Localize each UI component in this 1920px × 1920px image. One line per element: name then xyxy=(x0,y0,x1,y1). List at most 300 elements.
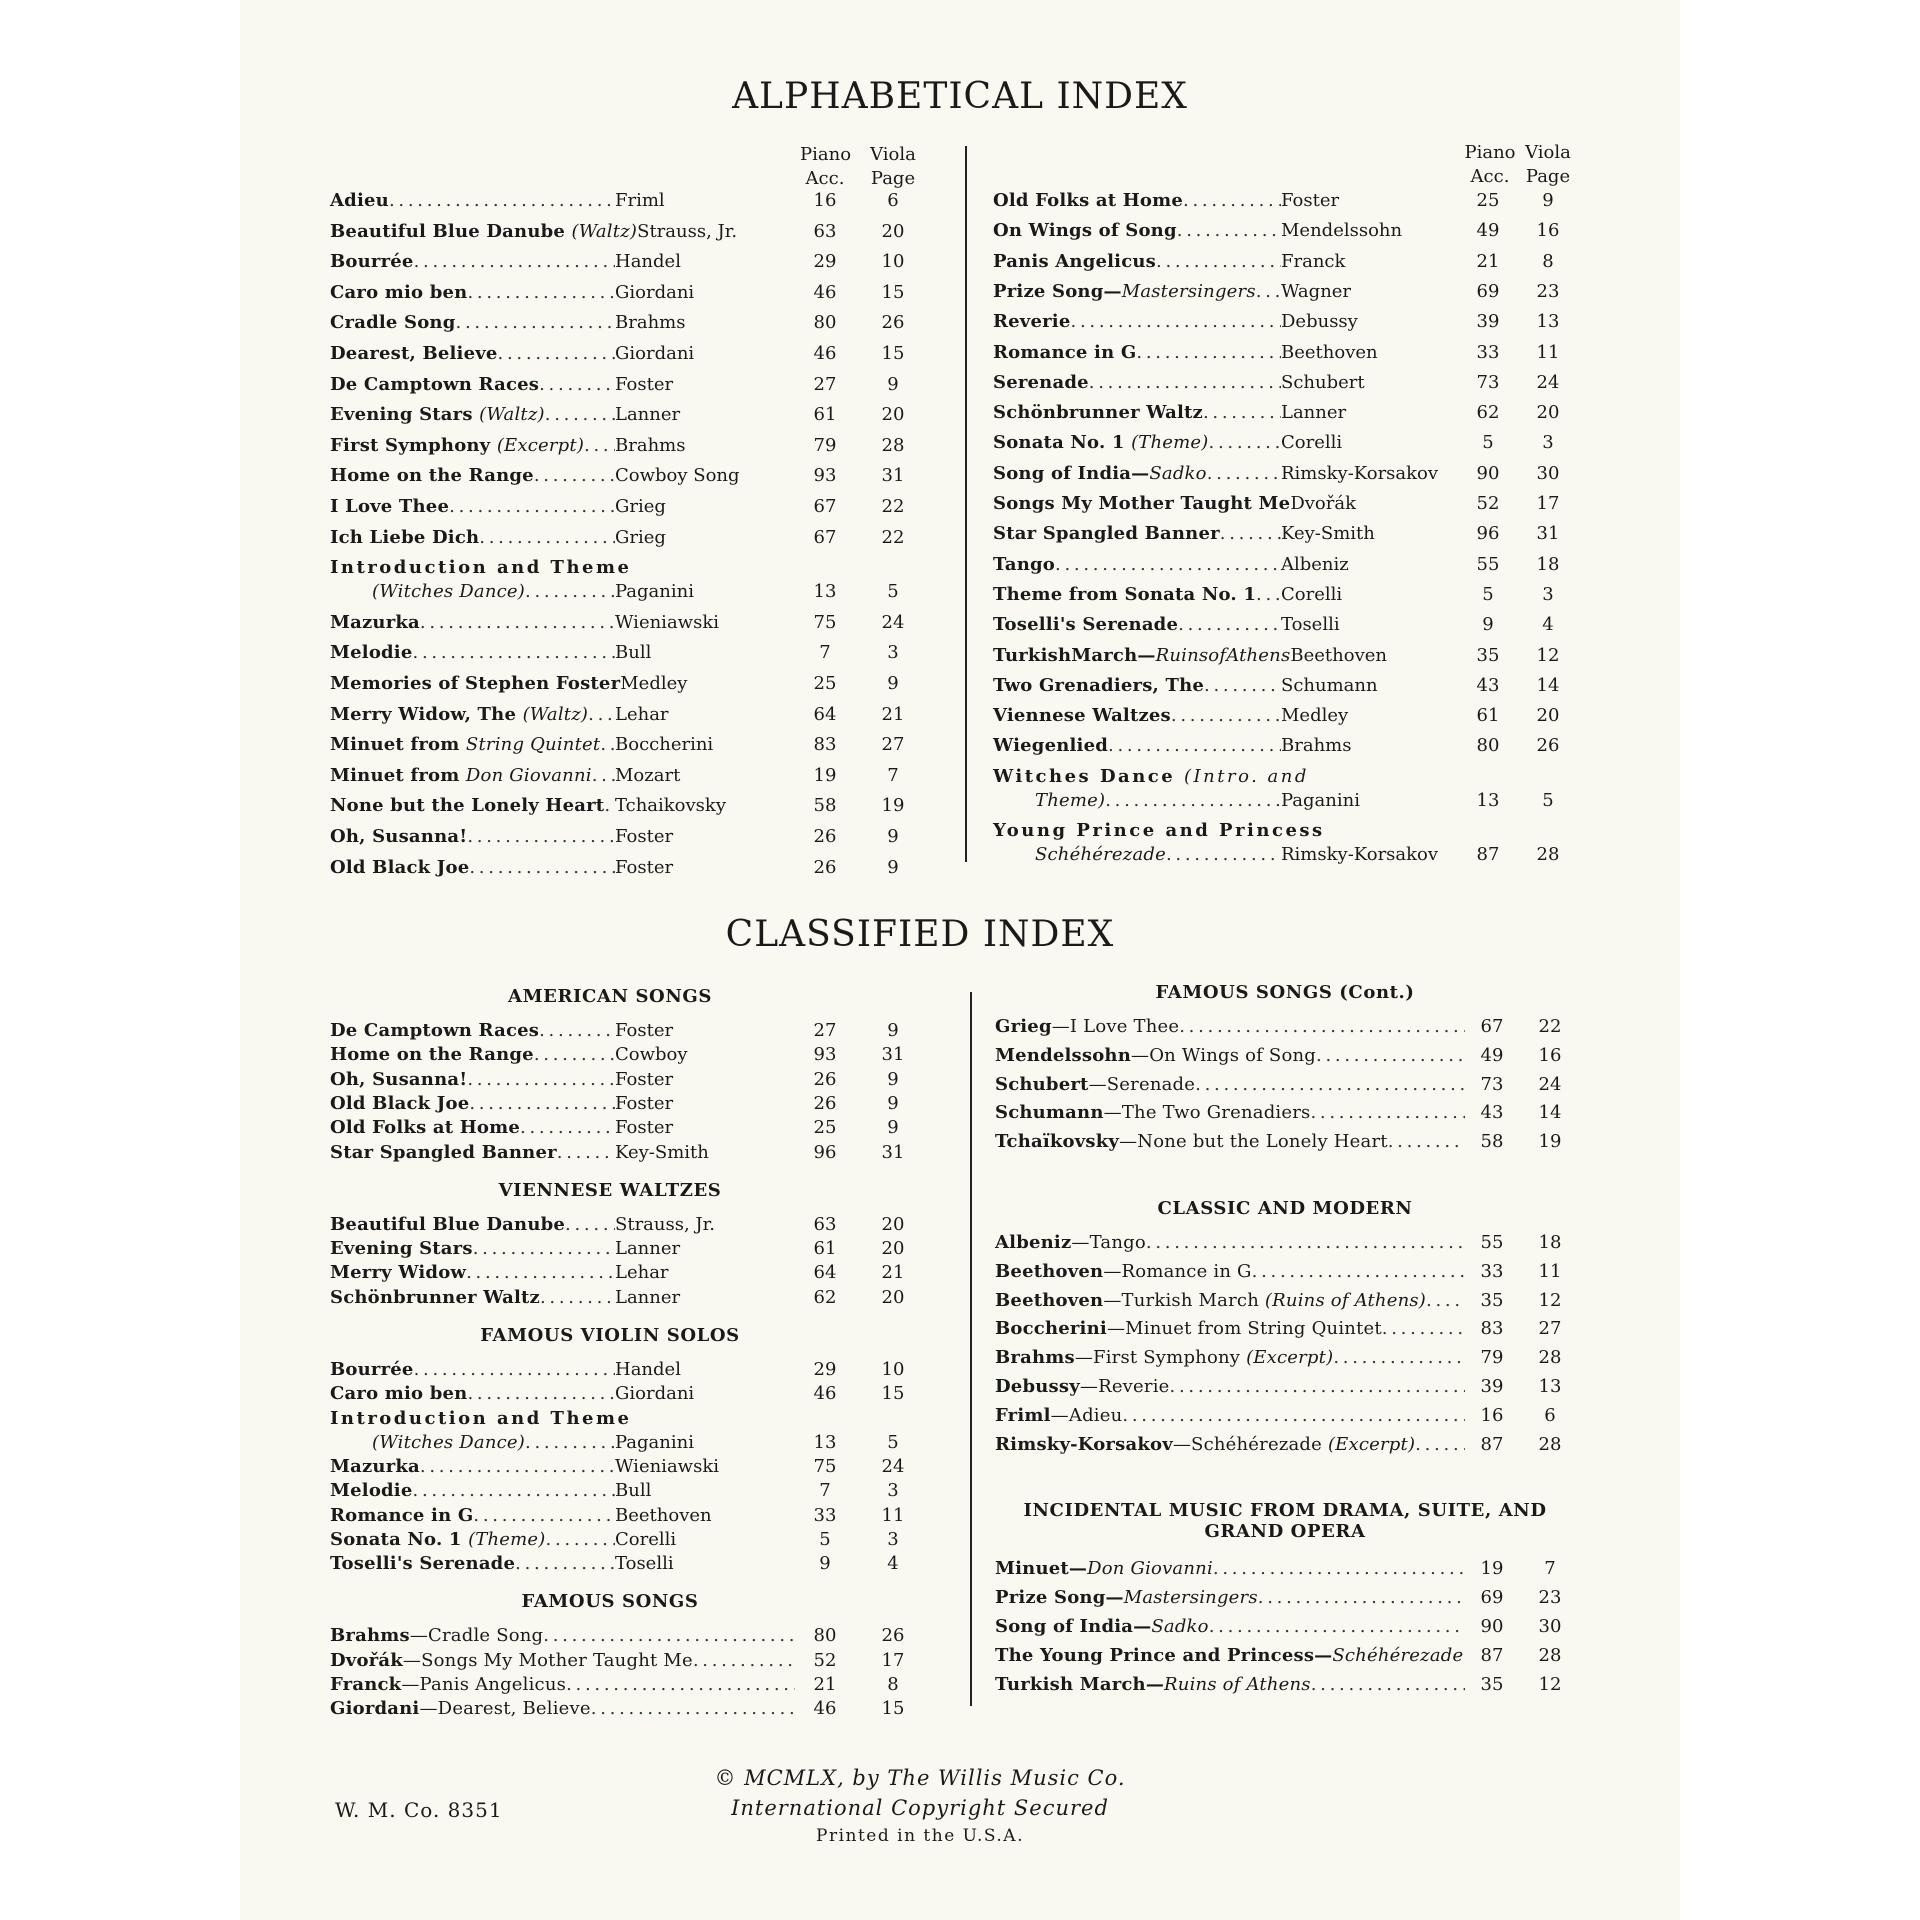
index-entry xyxy=(330,1456,795,1477)
entry-title: Witches Dance xyxy=(993,765,1184,787)
viola-page: 21 xyxy=(881,1262,905,1284)
section-heading: VIENNESE WALTZES xyxy=(498,1179,722,1201)
entry-title-italic: Don Giovanni xyxy=(465,764,592,786)
viola-page: 15 xyxy=(881,343,905,364)
viola-page: 23 xyxy=(1536,280,1560,302)
entry-title-group xyxy=(330,1505,473,1526)
piano-acc-page: 67 xyxy=(1480,1016,1504,1037)
entry-composer: Bull xyxy=(615,642,652,664)
viola-page: 3 xyxy=(887,642,899,664)
entry-title-group xyxy=(330,1117,520,1138)
piano-acc-page: 46 xyxy=(813,1383,837,1405)
entry-title: Caro mio ben xyxy=(330,1383,468,1405)
leader-dots xyxy=(565,1214,615,1235)
viola-header-right: Viola xyxy=(1525,142,1571,163)
viola-page: 4 xyxy=(1542,614,1554,636)
leader-dots xyxy=(584,435,615,456)
entry-rest: —First Symphony xyxy=(1074,1347,1247,1369)
entry-title-line1 xyxy=(330,1408,632,1429)
entry-title-italic: String Quintet xyxy=(465,734,601,756)
leader-dots xyxy=(1209,1616,1465,1637)
leader-dots xyxy=(600,734,615,755)
entry-composer: Brahms xyxy=(615,312,686,334)
piano-acc-page: 52 xyxy=(1476,493,1500,514)
entry-composer: Corelli xyxy=(1281,432,1343,454)
index-entry xyxy=(993,493,1461,514)
entry-title-group xyxy=(330,1529,546,1550)
piano-acc-page: 52 xyxy=(813,1649,837,1671)
piano-acc-page: 19 xyxy=(1480,1558,1504,1580)
leader-dots xyxy=(515,1553,615,1574)
viola-page: 24 xyxy=(1536,371,1560,393)
column-divider xyxy=(965,146,967,862)
leader-dots xyxy=(539,1020,615,1041)
leader-dots xyxy=(534,465,615,486)
viola-page: 5 xyxy=(1542,789,1554,811)
leader-dots xyxy=(1089,372,1281,393)
viola-page: 13 xyxy=(1538,1376,1562,1397)
piano-acc-page: 87 xyxy=(1476,844,1500,865)
entry-title-group xyxy=(330,527,479,548)
index-entry xyxy=(330,795,795,816)
entry-composer: Rimsky-Korsakov xyxy=(1281,844,1439,865)
leader-dots xyxy=(566,1674,795,1695)
entry-title-group xyxy=(995,1016,1179,1037)
index-entry xyxy=(995,1674,1465,1695)
leader-dots xyxy=(1204,675,1281,696)
piano-acc-page: 16 xyxy=(1480,1404,1504,1426)
index-entry xyxy=(330,673,795,694)
entry-title: Beautiful Blue Danube xyxy=(330,1213,566,1235)
entry-title-group xyxy=(330,1238,473,1259)
entry-composer: Giordani xyxy=(615,281,695,303)
entry-rest: —Serenade xyxy=(1088,1073,1196,1095)
entry-composer: Toselli xyxy=(615,1553,674,1575)
viola-page: 26 xyxy=(881,312,905,334)
viola-page: 15 xyxy=(881,1698,905,1720)
viola-page: 3 xyxy=(887,1528,899,1550)
index-entry xyxy=(995,1232,1465,1253)
leader-dots xyxy=(1136,342,1281,363)
leader-dots xyxy=(1105,790,1281,811)
leader-dots xyxy=(539,374,615,395)
entry-title: De Camptown Races xyxy=(330,373,540,395)
entry-title-group xyxy=(330,1093,469,1114)
entry-title-italic: (Waltz) xyxy=(571,220,638,242)
viola-page: 13 xyxy=(1536,311,1560,333)
entry-title: Two Grenadiers, The xyxy=(993,674,1205,696)
entry-title-italic: Sadko xyxy=(1149,462,1207,484)
entry-title-group xyxy=(330,765,592,786)
entry-title-group xyxy=(993,342,1136,363)
index-entry xyxy=(330,1480,795,1501)
entry-composer: Brahms xyxy=(1281,735,1352,757)
index-entry xyxy=(995,1045,1465,1066)
entry-title-group xyxy=(330,1262,466,1283)
viola-page: 30 xyxy=(1536,462,1560,484)
entry-composer: Handel xyxy=(615,251,681,273)
index-entry xyxy=(330,1359,795,1380)
piano-acc-page: 5 xyxy=(819,1528,831,1550)
entry-title-group xyxy=(995,1558,1213,1579)
piano-acc-page: 25 xyxy=(813,673,837,694)
entry-rest: —Schéhérezade xyxy=(1172,1433,1328,1455)
viola-page: 9 xyxy=(887,826,899,847)
entry-composer: Lanner xyxy=(615,1238,681,1260)
leader-dots xyxy=(473,1238,615,1259)
index-entry xyxy=(330,826,795,847)
index-entry xyxy=(995,1074,1465,1095)
leader-dots xyxy=(1252,1261,1465,1282)
section-heading: CLASSIC AND MODERN xyxy=(1157,1198,1413,1219)
viola-page: 12 xyxy=(1538,1673,1562,1695)
leader-dots xyxy=(469,857,615,878)
entry-title-group xyxy=(330,221,637,242)
entry-title: None but the Lonely Heart xyxy=(330,795,605,817)
leader-dots xyxy=(1256,584,1281,605)
piano-acc-page: 26 xyxy=(813,1068,837,1090)
viola-page: 10 xyxy=(881,1359,905,1380)
viola-page: 20 xyxy=(881,1286,905,1308)
piano-acc-page: 49 xyxy=(1480,1044,1504,1066)
piano-header-right: Piano xyxy=(1464,142,1516,163)
entry-composer: Medley xyxy=(620,673,688,694)
entry-title: Rimsky-Korsakov xyxy=(995,1433,1173,1455)
entry-title: Dearest, Believe xyxy=(330,343,498,364)
viola-page: 7 xyxy=(1544,1558,1556,1580)
leader-dots xyxy=(525,1432,615,1453)
piano-acc-page: 90 xyxy=(1480,1616,1504,1637)
piano-acc-page: 13 xyxy=(813,581,837,603)
piano-acc-page: 73 xyxy=(1476,371,1500,393)
entry-title-group xyxy=(993,844,1166,865)
entry-title-italic: (Excerpt) xyxy=(496,434,585,456)
piano-acc-page: 21 xyxy=(813,1674,837,1695)
piano-acc-page: 13 xyxy=(813,1431,837,1453)
entry-title: Boccherini xyxy=(995,1318,1107,1340)
entry-title-group xyxy=(330,1069,467,1090)
entry-title: Franck xyxy=(330,1674,402,1695)
viola-page: 16 xyxy=(1536,220,1560,242)
leader-dots xyxy=(1316,1045,1465,1066)
viola-header: Viola xyxy=(870,144,916,165)
index-entry xyxy=(330,496,795,517)
entry-title: Debussy xyxy=(995,1376,1080,1397)
entry-composer: Cowboy xyxy=(615,1044,688,1066)
viola-page: 7 xyxy=(887,764,899,786)
entry-title: Dvořák xyxy=(330,1649,403,1671)
entry-title: Minuet from xyxy=(330,764,466,786)
entry-title-group xyxy=(993,372,1089,393)
viola-page: 5 xyxy=(887,1431,899,1453)
index-entry xyxy=(993,463,1461,484)
entry-title: Tango xyxy=(993,553,1056,575)
leader-dots xyxy=(520,1117,615,1138)
entry-composer: Boccherini xyxy=(615,734,714,756)
entry-title: Young Prince and Princess xyxy=(993,820,1325,841)
leader-dots xyxy=(1108,735,1281,756)
leader-dots xyxy=(1178,614,1281,635)
leader-dots xyxy=(525,581,615,602)
printed-in: Printed in the U.S.A. xyxy=(816,1826,1024,1846)
entry-title-italic: (Theme) xyxy=(468,1528,546,1550)
index-entry xyxy=(330,581,795,602)
entry-title-group xyxy=(993,251,1156,272)
index-entry xyxy=(995,1405,1465,1426)
index-entry xyxy=(330,435,795,456)
viola-page: 27 xyxy=(881,734,905,756)
leader-dots xyxy=(1310,1102,1465,1123)
entry-title-group xyxy=(330,1383,467,1404)
piano-acc-page: 96 xyxy=(1476,523,1500,545)
piano-acc-page: 83 xyxy=(813,734,837,756)
entry-composer: Foster xyxy=(615,373,674,395)
index-entry xyxy=(330,1238,795,1259)
entry-title-group xyxy=(330,857,469,878)
entry-title-group xyxy=(993,402,1203,423)
index-entry xyxy=(993,735,1461,756)
piano-acc-page: 75 xyxy=(813,611,837,633)
index-entry xyxy=(330,374,795,395)
leader-dots xyxy=(466,1262,615,1283)
entry-title-group xyxy=(330,404,545,425)
index-entry xyxy=(995,1434,1465,1455)
index-entry xyxy=(330,642,795,663)
entry-rest: —Turkish March xyxy=(1103,1289,1265,1311)
viola-page: 18 xyxy=(1536,553,1560,575)
piano-acc-page: 25 xyxy=(1476,190,1500,211)
entry-title: Brahms xyxy=(995,1347,1075,1369)
entry-title: Mazurka xyxy=(330,611,420,633)
leader-dots xyxy=(1156,251,1281,272)
entry-title: Theme from Sonata No. 1 xyxy=(993,583,1257,605)
entry-composer: Corelli xyxy=(615,1528,677,1550)
entry-title-group xyxy=(995,1347,1333,1368)
entry-title: On Wings of Song xyxy=(993,220,1177,242)
entry-composer: Foster xyxy=(615,1020,674,1041)
entry-title: Old Black Joe xyxy=(330,1092,470,1114)
viola-page: 30 xyxy=(1538,1616,1562,1637)
entry-composer: Grieg xyxy=(615,496,666,517)
viola-page: 14 xyxy=(1536,674,1560,696)
viola-page: 20 xyxy=(1536,402,1560,424)
index-entry xyxy=(993,584,1461,605)
leader-dots xyxy=(413,642,616,663)
entry-composer: Schubert xyxy=(1281,371,1365,393)
entry-title-group xyxy=(330,282,467,303)
entry-title-group xyxy=(993,614,1178,635)
entry-title-group xyxy=(995,1434,1415,1455)
entry-composer: Tchaikovsky xyxy=(615,795,726,817)
entry-composer: Wieniawski xyxy=(615,611,719,633)
acc-header-right: Acc. xyxy=(1470,166,1510,187)
entry-composer: Giordani xyxy=(615,1383,695,1405)
leader-dots xyxy=(473,1505,615,1526)
leader-dots xyxy=(1170,1376,1465,1397)
leader-dots xyxy=(1256,281,1281,302)
entry-title: Viennese Waltzes xyxy=(993,705,1171,727)
entry-title-group xyxy=(330,435,584,456)
viola-page: 21 xyxy=(881,703,905,725)
leader-dots xyxy=(534,1044,615,1065)
leader-dots xyxy=(1213,1558,1465,1579)
leader-dots xyxy=(414,1359,615,1380)
entry-title-group xyxy=(330,734,600,755)
entry-title: Minuet from xyxy=(330,734,466,756)
piano-acc-page: 7 xyxy=(819,642,831,664)
entry-rest: —The Two Grenadiers xyxy=(1103,1102,1311,1124)
leader-dots xyxy=(1183,190,1281,211)
entry-title: Mendelssohn xyxy=(995,1044,1131,1066)
entry-title: Home on the Range xyxy=(330,465,534,487)
piano-acc-page: 33 xyxy=(1480,1260,1504,1282)
index-entry xyxy=(330,704,795,725)
entry-title: Turkish March— xyxy=(995,1673,1165,1695)
entry-rest: —On Wings of Song xyxy=(1131,1044,1316,1066)
piano-acc-page: 93 xyxy=(813,465,837,487)
entry-composer: Toselli xyxy=(1281,614,1340,636)
classified-left-column xyxy=(330,980,1010,1720)
leader-dots xyxy=(588,704,615,725)
entry-title-italic: (Ruins of Athens) xyxy=(1264,1289,1427,1311)
entry-title-group xyxy=(993,554,1055,575)
index-entry xyxy=(330,282,795,303)
leader-dots xyxy=(1207,463,1281,484)
piano-acc-page: 55 xyxy=(1476,553,1500,575)
piano-acc-page: 90 xyxy=(1476,462,1500,484)
piano-acc-page: 80 xyxy=(813,1625,837,1647)
index-entry xyxy=(330,1287,795,1308)
piano-acc-page: 33 xyxy=(813,1504,837,1526)
index-entry xyxy=(993,675,1461,696)
viola-page: 19 xyxy=(881,795,905,817)
piano-acc-page: 75 xyxy=(813,1455,837,1477)
index-entry xyxy=(995,1587,1465,1608)
index-entry xyxy=(993,342,1461,363)
entry-title-group xyxy=(330,1142,557,1163)
entry-title-group xyxy=(330,826,467,847)
entry-title-group xyxy=(993,493,1290,514)
index-entry xyxy=(330,1142,795,1163)
index-entry xyxy=(995,1290,1465,1311)
entry-title: Song of India— xyxy=(995,1616,1152,1637)
entry-title-line1 xyxy=(993,766,1309,787)
entry-title: Oh, Susanna! xyxy=(330,1068,468,1090)
entry-composer: Lanner xyxy=(1281,402,1347,424)
leader-dots xyxy=(1071,311,1282,332)
leader-dots xyxy=(1203,402,1281,423)
leader-dots xyxy=(479,527,615,548)
viola-page: 9 xyxy=(887,856,899,878)
piano-acc-page: 35 xyxy=(1480,1673,1504,1695)
piano-acc-page: 64 xyxy=(813,1262,837,1284)
entry-composer: Paganini xyxy=(615,581,694,603)
entry-title: Reverie xyxy=(993,311,1071,333)
piano-acc-page: 62 xyxy=(1476,402,1500,424)
entry-title-italic: (Excerpt) xyxy=(1246,1347,1334,1369)
entry-title: Bourrée xyxy=(330,1359,414,1380)
index-entry xyxy=(330,1529,795,1550)
entry-composer: Mendelssohn xyxy=(1281,220,1403,242)
piano-acc-page: 80 xyxy=(813,312,837,334)
entry-title-group xyxy=(330,1432,525,1453)
entry-title-group xyxy=(995,1074,1195,1095)
leader-dots xyxy=(1463,1645,1465,1666)
viola-page: 19 xyxy=(1538,1131,1562,1153)
entry-title-italic: Schéhérezade xyxy=(1332,1644,1464,1666)
index-entry xyxy=(993,554,1461,575)
entry-title: Prize Song— xyxy=(995,1587,1124,1609)
piano-acc-page: 7 xyxy=(819,1480,831,1502)
piano-acc-page: 16 xyxy=(813,190,837,211)
alphabetical-left-column xyxy=(330,140,1010,880)
viola-page: 20 xyxy=(881,404,905,426)
entry-title-group xyxy=(330,190,389,211)
leader-dots xyxy=(604,795,615,816)
piano-acc-page: 46 xyxy=(813,343,837,364)
catalog-number: W. M. Co. 8351 xyxy=(335,1798,503,1822)
leader-dots xyxy=(1382,1318,1465,1339)
viola-page: 5 xyxy=(887,581,899,603)
index-entry xyxy=(330,221,795,242)
viola-page: 15 xyxy=(881,1383,905,1405)
leader-dots xyxy=(543,1625,795,1646)
viola-page: 15 xyxy=(881,281,905,303)
index-entry xyxy=(330,1044,795,1065)
leader-dots xyxy=(1415,1434,1465,1455)
leader-dots xyxy=(420,1456,615,1477)
leader-dots xyxy=(467,1069,615,1090)
entry-composer: Friml xyxy=(615,190,665,211)
index-entry xyxy=(330,1020,795,1041)
entry-title: Star Spangled Banner xyxy=(993,523,1220,545)
viola-page: 11 xyxy=(1538,1260,1562,1282)
entry-composer: Beethoven xyxy=(615,1504,712,1526)
index-entry xyxy=(330,1093,795,1114)
index-entry xyxy=(330,765,795,786)
viola-page: 17 xyxy=(1536,493,1560,514)
viola-page: 3 xyxy=(887,1480,899,1502)
entry-rest: —Songs My Mother Taught Me xyxy=(402,1649,693,1671)
entry-title-group xyxy=(330,1480,413,1501)
entry-title-group xyxy=(330,1553,515,1574)
index-entry xyxy=(993,372,1461,393)
viola-page: 31 xyxy=(881,1141,905,1163)
entry-composer: Foster xyxy=(615,856,674,878)
piano-acc-page: 96 xyxy=(813,1141,837,1163)
entry-title: Oh, Susanna! xyxy=(330,826,468,847)
viola-page: 18 xyxy=(1538,1232,1562,1253)
viola-page: 3 xyxy=(1542,583,1554,605)
entry-title: Beethoven xyxy=(995,1260,1104,1282)
entry-title: Toselli's Serenade xyxy=(330,1553,516,1575)
entry-title: Tchaïkovsky xyxy=(995,1131,1120,1153)
leader-dots xyxy=(1195,1074,1465,1095)
viola-page: 28 xyxy=(1538,1644,1562,1666)
leader-dots xyxy=(1179,1016,1465,1037)
index-entry xyxy=(330,465,795,486)
entry-title: Star Spangled Banner xyxy=(330,1141,557,1163)
leader-dots xyxy=(1166,844,1281,865)
piano-acc-page: 19 xyxy=(813,764,837,786)
entry-rest: —Minuet from String Quintet xyxy=(1106,1318,1382,1340)
index-entry xyxy=(330,1262,795,1283)
entry-title-group xyxy=(995,1232,1146,1253)
index-entry xyxy=(995,1261,1465,1282)
leader-dots xyxy=(420,612,615,633)
entry-title: Memories of Stephen Foster xyxy=(330,673,621,694)
piano-acc-page: 35 xyxy=(1480,1289,1504,1311)
